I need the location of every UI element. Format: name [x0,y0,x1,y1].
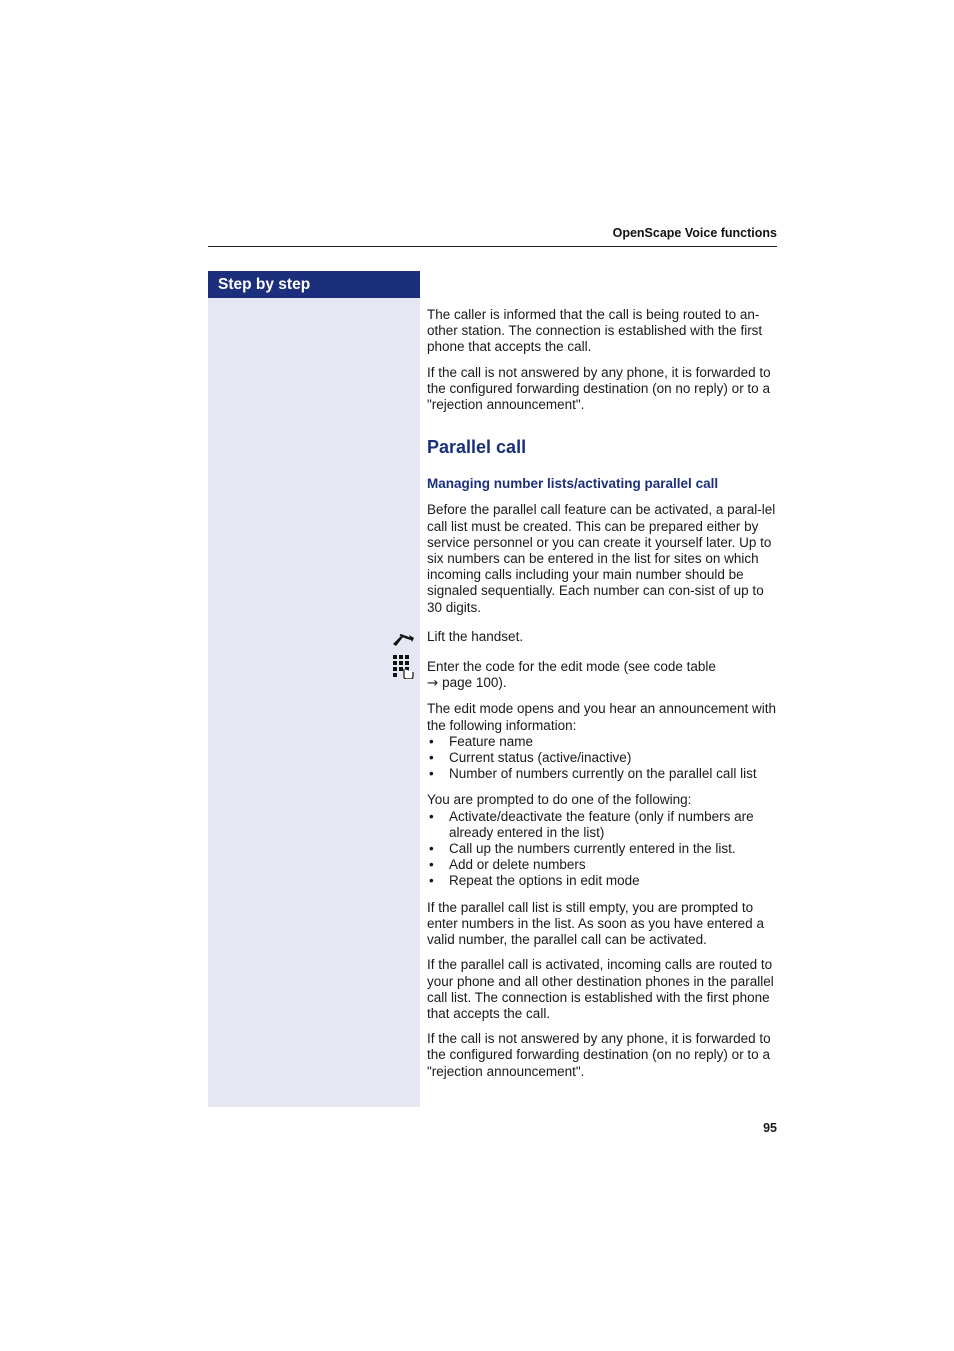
list-item: • Repeat the options in edit mode [427,873,779,889]
list-item: • Current status (active/inactive) [427,750,779,766]
body-paragraph: The edit mode opens and you hear an announcement with the following information: [427,701,776,733]
handset-lift-icon [391,625,415,649]
keypad-icon [391,655,415,679]
step-by-step-column [208,271,420,1107]
step-text: Enter the code for the edit mode (see code table [427,659,716,675]
prompt-options-list [427,809,779,890]
subsection-heading: Managing number lists/activating parallel call [427,476,719,492]
step-text: Lift the handset. [427,628,524,644]
header-divider [208,246,777,247]
intro-paragraph: If the call is not answered by any phone, it is forwarded to the configured forwarding destination (on no reply) or to a "rejection announcement". [427,364,771,413]
list-item: • Feature name [427,734,779,750]
step-enter-code [427,659,779,691]
page-reference-link[interactable]: page 100). [438,675,507,691]
edit-mode-info-list [427,734,779,783]
step-lift-handset [427,629,779,645]
list-item: • Activate/deactivate the feature (only if numbers are already entered in the list) [427,809,779,841]
list-item: • Add or delete numbers [427,857,779,873]
body-paragraph: If the parallel call is activated, incoming calls are routed to your phone and all other destination phones in the parallel call list. The connection is established with the first phone that accepts the call. [427,957,774,1021]
page-reference-arrow: → [427,675,439,692]
main-content [427,307,779,1080]
intro-paragraph: The caller is informed that the call is being routed to an-other station. The connection is established with the first phone that accepts the call. [427,307,763,355]
body-paragraph: You are prompted to do one of the following: [427,792,692,808]
section-heading: Parallel call [427,437,527,458]
list-item: • Call up the numbers currently entered in the list. [427,841,779,857]
page-number: 95 [763,1121,777,1135]
step-by-step-banner: Step by step [208,271,420,298]
list-item: • Number of numbers currently on the parallel call list [427,766,779,782]
body-paragraph: Before the parallel call feature can be activated, a paral-lel call list must be created. This can be prepared either by service personnel or you can create it yourself later. Up to six numbers can be entered in the list for sites on which incoming calls including your main number should be signaled sequentially. Each number can con-sist of up to 30 digits. [427,502,776,615]
body-paragraph: If the call is not answered by any phone, it is forwarded to the configured forwarding destination (on no reply) or to a "rejection announcement". [427,1031,771,1079]
body-paragraph: If the parallel call list is still empty, you are prompted to enter numbers in the list. As soon as you have entered a valid number, the parallel call can be activated. [427,899,764,948]
running-header: OpenScape Voice functions [612,226,777,240]
